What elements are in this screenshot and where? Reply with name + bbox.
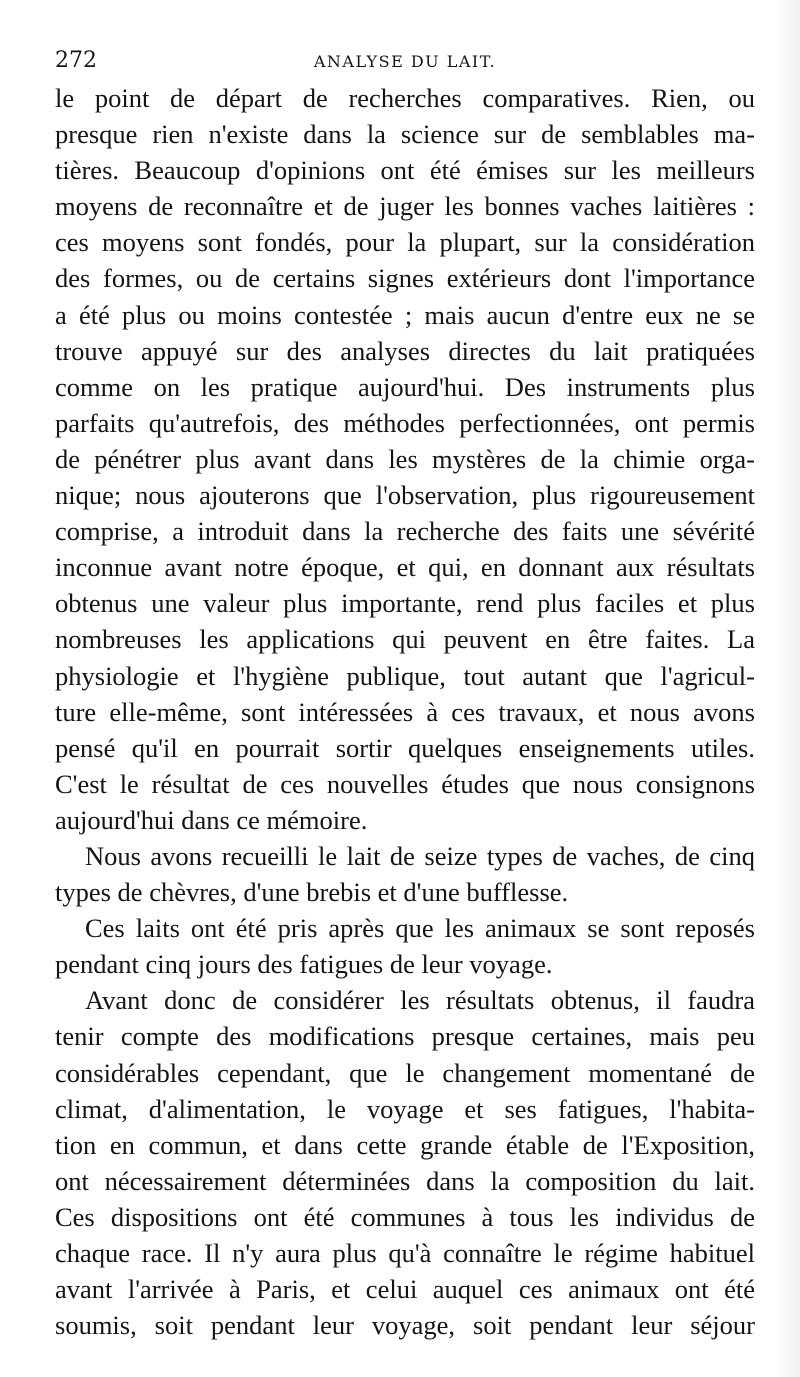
text-line: ont nécessairement déterminées dans la composition du lait. — [55, 1165, 755, 1196]
text-line: nique; nous ajouterons que l'observation, plus rigoureusement — [55, 480, 755, 511]
text-line-paragraph-end: types de chèvres, d'une brebis et d'une bufflesse. — [55, 877, 569, 908]
text-line-paragraph-end: pendant cinq jours des fatigues de leur voyage. — [55, 949, 553, 980]
text-line-paragraph-start: Nous avons recueilli le lait de seize types de vaches, de cinq — [85, 840, 755, 871]
text-line: comme on les pratique aujourd'hui. Des instruments plus — [55, 371, 755, 402]
text-line-paragraph-start: Ces laits ont été pris après que les animaux se sont reposés — [85, 913, 755, 944]
text-line-paragraph-start: Avant donc de considérer les résultats obtenus, il faudra — [85, 985, 755, 1016]
page-header — [55, 44, 755, 78]
text-line: le point de départ de recherches comparatives. Rien, ou — [55, 83, 755, 113]
text-line: des formes, ou de certains signes extérieurs dont l'importance — [55, 263, 755, 294]
text-line: inconnue avant notre époque, et qui, en donnant aux résultats — [55, 552, 755, 583]
text-line: ture elle-même, sont intéressées à ces travaux, et nous avons — [55, 696, 755, 727]
text-line: nombreuses les applications qui peuvent en être faites. La — [55, 624, 755, 655]
text-line: presque rien n'existe dans la science sur de semblables ma- — [55, 119, 755, 150]
text-line: pensé qu'il en pourrait sortir quelques enseignements utiles. — [55, 732, 755, 763]
text-line: climat, d'alimentation, le voyage et ses fatigues, l'habita- — [55, 1093, 755, 1124]
text-line: tières. Beaucoup d'opinions ont été émises sur les meilleurs — [55, 155, 755, 186]
text-line: C'est le résultat de ces nouvelles études que nous consignons — [55, 768, 755, 799]
text-line: avant l'arrivée à Paris, et celui auquel ces animaux ont été — [55, 1274, 755, 1305]
text-line: physiologie et l'hygiène publique, tout autant que l'agricul- — [55, 660, 755, 691]
text-line: obtenus une valeur plus importante, rend plus faciles et plus — [55, 588, 755, 619]
text-line: tion en commun, et dans cette grande étable de l'Exposition, — [55, 1129, 755, 1160]
text-line: chaque race. Il n'y aura plus qu'à connaître le régime habituel — [55, 1238, 755, 1268]
page-number: 272 — [55, 48, 97, 73]
text-line: trouve appuyé sur des analyses directes du lait pratiquées — [55, 335, 755, 366]
body-text — [55, 80, 755, 1343]
text-line: a été plus ou moins contestée ; mais aucun d'entre eux ne se — [55, 299, 755, 330]
text-line: considérables cependant, que le changement momentané de — [55, 1057, 755, 1088]
text-line: comprise, a introduit dans la recherche des faits une sévérité — [55, 516, 755, 547]
text-line: Ces dispositions ont été communes à tous les individus de — [55, 1201, 755, 1232]
text-line: soumis, soit pendant leur voyage, soit pendant leur séjour — [55, 1310, 755, 1341]
page-edge-shadow — [774, 0, 800, 1377]
text-line: de pénétrer plus avant dans les mystères de la chimie orga- — [55, 443, 755, 474]
running-title: ANALYSE DU LAIT. — [313, 52, 497, 71]
text-line: ces moyens sont fondés, pour la plupart, sur la considération — [55, 227, 755, 258]
text-line: moyens de reconnaître et de juger les bonnes vaches laitières : — [55, 191, 755, 222]
text-line: parfaits qu'autrefois, des méthodes perfectionnées, ont permis — [55, 407, 755, 438]
text-line: tenir compte des modifications presque certaines, mais peu — [55, 1021, 755, 1052]
text-line-paragraph-end: aujourd'hui dans ce mémoire. — [55, 804, 368, 835]
